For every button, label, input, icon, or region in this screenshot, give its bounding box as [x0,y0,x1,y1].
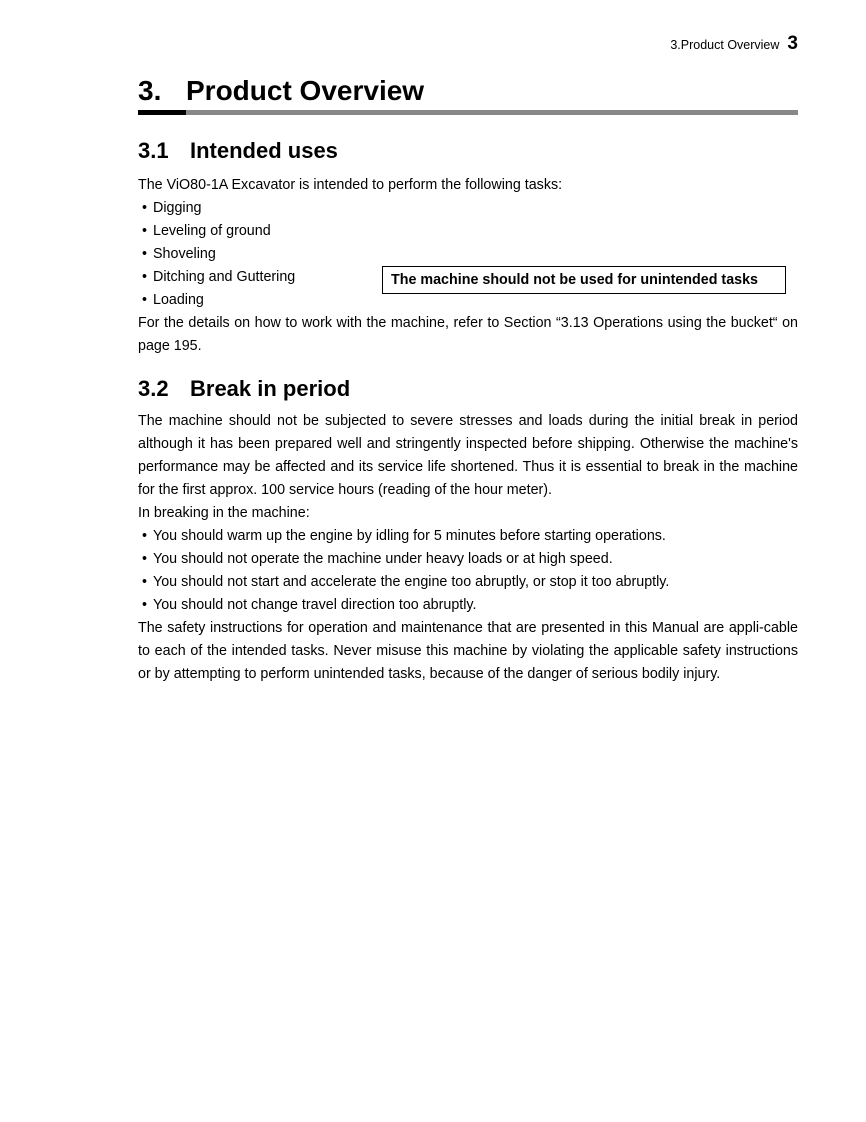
break-in-paragraph: The machine should not be subjected to severe stresses and loads during the initial break in period although it has been prepared well and stringently inspected before shipping. Otherwise the machine's performance may be affected and its service life shortened. Thus it is essential to break in the machine for the first approx. 100 service hours (reading of the hour meter). [138,413,798,498]
safety-paragraph: The safety instructions for operation and maintenance that are presented in this Manual are appli-cable to each of the intended tasks. Never misuse this machine by violating the applicable safety instructions or by attempting to perform unintended tasks, because of the danger of serious bodily injury. [138,620,798,682]
chapter-number: 3. [138,75,162,106]
list-item: • You should not operate the machine under heavy loads or at high speed. [138,548,798,571]
list-item: • Loading [138,289,798,312]
operations-reference: For the details on how to work with the machine, refer to Section “3.13 Operations using the bucket“ on page 195. [138,315,798,354]
list-item: • You should warm up the engine by idling for 5 minutes before starting operations. [138,525,798,548]
list-item: • Shoveling [138,243,798,266]
section-heading-break-in-period [138,372,798,410]
section-heading-intended-uses [138,134,798,174]
list-item: • You should not change travel direction too abruptly. [138,594,798,617]
section-title: Intended uses [190,138,338,163]
chapter-title [138,74,424,108]
running-header [670,33,798,55]
running-header-chapter-number: 3 [787,33,798,54]
section-number: 3.1 [138,138,169,163]
intended-uses-intro: The ViO80-1A Excavator is intended to perform the following tasks: [138,177,563,193]
list-item: • Leveling of ground [138,220,798,243]
intended-uses-block [138,174,798,312]
page-content [138,134,798,686]
intended-tasks-list [138,197,798,312]
break-in-list-intro: In breaking in the machine: [138,505,310,521]
list-item: • You should not start and accelerate the engine too abruptly, or stop it too abruptly. [138,571,798,594]
break-in-rules-list [138,525,798,617]
section-number: 3.2 [138,376,169,401]
list-item: • Digging [138,197,798,220]
list-item: • Ditching and Guttering [138,266,798,289]
notice-box: The machine should not be used for unintended tasks [382,266,786,294]
chapter-title-rule [138,110,798,115]
running-header-title: 3.Product Overview [670,38,780,52]
chapter-title-text: Product Overview [186,75,425,106]
section-title: Break in period [190,376,351,401]
chapter-title-rule-accent [138,110,186,115]
